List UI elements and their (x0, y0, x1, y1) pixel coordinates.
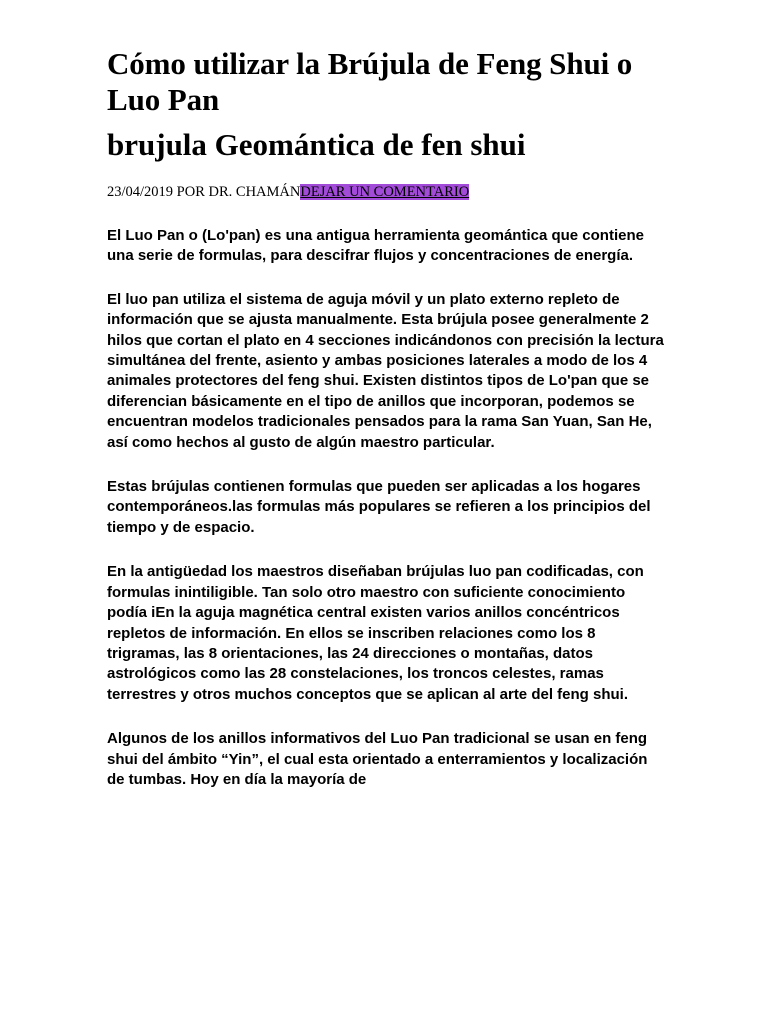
paragraph-needle-system: El luo pan utiliza el sistema de aguja móvil y un plato externo repleto de información que se ajusta manualmente. Esta brújula posee generalmente 2 hilos que cortan el plato en 4 secciones indicándonos con precisión la lectura simultánea del frente, asiento y ambas posiciones laterales a modo de los 4 animales protectores del feng shui. Existen distintos tipos de Lo'pan que se diferencian básicamente en el tipo de anillos que incorporan, podemos se encuentran modelos tradicionales pensados para la rama San Yuan, San He, así como hechos al gusto de algún maestro particular. (107, 290, 664, 451)
paragraph-yin-rings: Algunos de los anillos informativos del Luo Pan tradicional se usan en feng shui del ámbito “Yin”, el cual esta orientado a enterramientos y localización de tumbas. Hoy en día la mayoría de (107, 730, 648, 788)
post-byline: 23/04/2019 POR DR. CHAMÁN (107, 184, 301, 200)
document-page (107, 46, 667, 790)
article-subtitle: brujula Geomántica de fen shui (107, 127, 526, 162)
leave-comment-link[interactable]: DEJAR UN COMENTARIO (300, 184, 470, 200)
paragraph-formulas: Estas brújulas contienen formulas que pueden ser aplicadas a los hogares contemporáneos.las formulas más populares se refieren a los principios del tiempo y de espacio. (107, 478, 651, 536)
paragraph-intro: El Luo Pan o (Lo'pan) es una antigua herramienta geomántica que contiene una serie de formulas, para descifrar flujos y concentraciones de energía. (107, 227, 644, 265)
paragraph-antiquity: En la antigüedad los maestros diseñaban brújulas luo pan codificadas, con formulas inintiligible. Tan solo otro maestro con suficiente conocimiento podía iEn la aguja magnética central existen varios anillos concéntricos repletos de información. En ellos se inscriben relaciones como los 8 trigramas, las 8 orientaciones, las 24 direcciones o montañas, datos astrológicos como las 28 constelaciones, los troncos celestes, ramas terrestres y otros muchos conceptos que se aplican al arte del feng shui. (107, 563, 644, 703)
article-title: Cómo utilizar la Brújula de Feng Shui o Luo Pan (107, 46, 633, 117)
post-meta (107, 183, 667, 201)
